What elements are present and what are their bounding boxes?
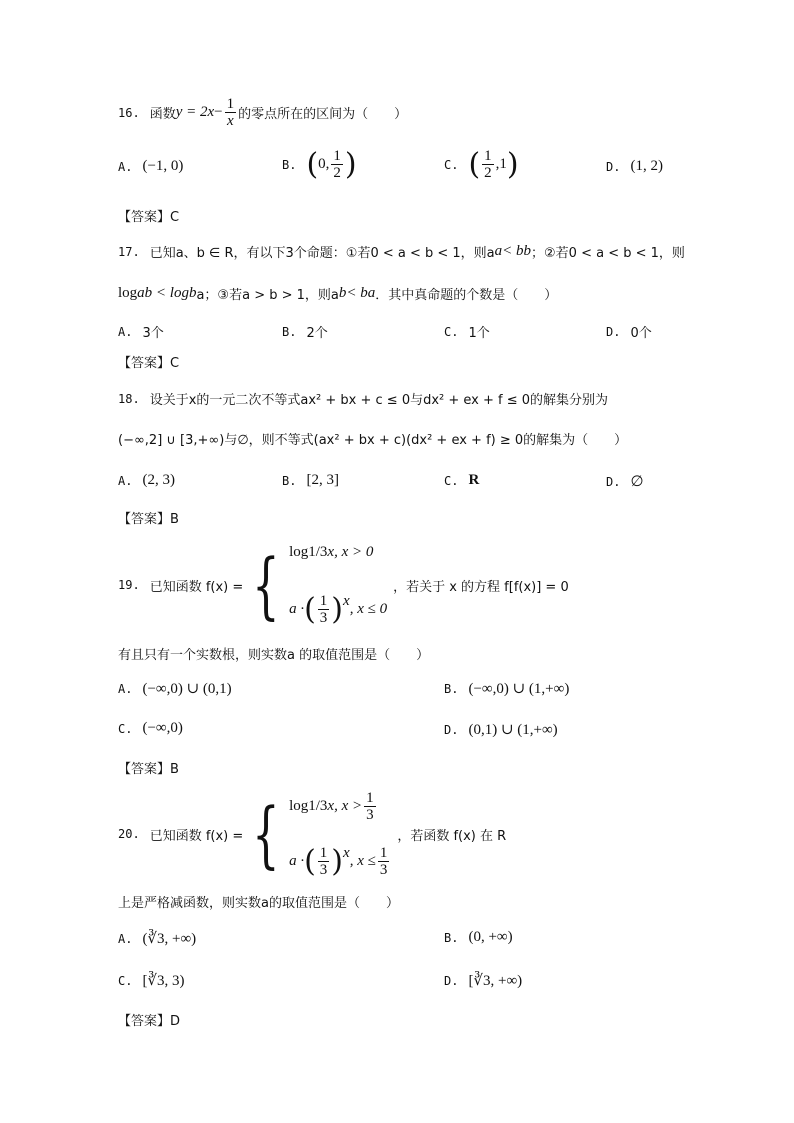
option-label: C. xyxy=(444,324,459,339)
q20-piece1-frac xyxy=(364,790,376,823)
q20-piece2-exp: x xyxy=(343,845,350,861)
q16-answer: 【答案】C xyxy=(118,210,180,225)
q19-line2: 有且只有一个实数根，则实数a 的取值范围是（ ） xyxy=(118,648,430,663)
frac-num: 1 xyxy=(319,593,328,609)
option-label: A. xyxy=(118,159,133,174)
q17-line2-c: a；③若a > b > 1，则a xyxy=(196,288,339,303)
q18-option-d xyxy=(606,472,644,491)
option-label: B. xyxy=(282,157,297,172)
q20-option-a xyxy=(118,929,196,948)
option-label: A. xyxy=(118,324,133,339)
q17-line1: 已知a、b ∈ R，有以下3个命题：①若0 < a < b < 1，则a xyxy=(149,246,495,261)
frac-den: 3 xyxy=(379,862,388,878)
q20-option-d xyxy=(444,971,522,990)
q18-answer: 【答案】B xyxy=(118,512,179,527)
q19-option-a xyxy=(118,679,232,698)
q19-prefix: 已知函数 f(x) = xyxy=(149,579,244,595)
option-label: C. xyxy=(444,473,459,488)
q17-option-c xyxy=(444,322,490,341)
q20-piece2-frac xyxy=(318,845,330,878)
frac-num: 1 xyxy=(484,148,492,164)
q19-number: 19. xyxy=(118,578,140,592)
paren-right: ) xyxy=(331,591,344,627)
q19-answer: 【答案】B xyxy=(118,762,179,777)
q20-prefix: 已知函数 f(x) = xyxy=(149,828,244,844)
q19-suffix: ，若关于 x 的方程 f[f(x)] = 0 xyxy=(393,579,569,595)
q19-option-b xyxy=(444,679,569,698)
q20-piece1-sub: 1/3 xyxy=(308,798,328,814)
q18-stem-line1 xyxy=(118,389,608,408)
q18-stem-line2 xyxy=(118,429,627,448)
q16-option-a xyxy=(118,158,183,175)
paren-left: ( xyxy=(304,843,316,879)
q19-piece2 xyxy=(289,593,387,626)
option-text: (∛3, +∞) xyxy=(142,931,197,947)
q17-line2-e: ．其中真命题的个数是（ ） xyxy=(375,288,558,303)
q18-option-b xyxy=(282,472,339,489)
q18-line1: 设关于x的一元二次不等式ax² + bx + c ≤ 0与dx² + ex + f ≤ 0的解集分别为 xyxy=(149,393,609,408)
option-label: A. xyxy=(118,931,133,946)
paren-left: ( xyxy=(468,146,481,182)
q17-line2-d: < b xyxy=(346,285,368,301)
q16-option-c xyxy=(444,148,519,181)
q20-piece2-frac2 xyxy=(378,845,390,878)
option-text: (−∞,0) ∪ (1,+∞) xyxy=(468,681,570,697)
q17-answer: 【答案】C xyxy=(118,356,180,371)
option-label: A. xyxy=(118,473,133,488)
option-label: C. xyxy=(444,157,459,172)
q17-line1-rest: ；②若0 < a < b < 1，则 xyxy=(531,246,685,261)
q20-stem-line2 xyxy=(118,892,399,911)
q20-piece1-log: log xyxy=(289,798,309,814)
q19-piece1-sub: 1/3 xyxy=(308,544,328,560)
q16-frac-num: 1 xyxy=(226,96,235,112)
q20-pieces xyxy=(289,790,391,878)
q19-piece2-rest: , x ≤ 0 xyxy=(349,601,388,617)
left-brace: { xyxy=(252,543,280,627)
q17-option-a xyxy=(118,322,164,341)
frac-den: 3 xyxy=(319,610,328,626)
q19-stem-line2 xyxy=(118,644,429,663)
q20-answer: 【答案】D xyxy=(118,1014,181,1029)
q17-stem-line2 xyxy=(118,284,557,303)
q20-piece2 xyxy=(289,845,391,878)
q19-piece2-frac xyxy=(318,593,330,626)
paren-left: ( xyxy=(306,146,319,182)
frac-num: 1 xyxy=(333,148,341,164)
option-label: D. xyxy=(606,324,621,339)
left-brace: { xyxy=(252,792,280,876)
option-label: D. xyxy=(606,474,621,489)
option-label: B. xyxy=(444,681,459,696)
paren-right: ) xyxy=(506,146,519,182)
option-text: (1, 2) xyxy=(630,158,663,174)
q18-line2: (−∞,2] ∪ [3,+∞)与∅，则不等式(ax² + bx + c)(dx² + ex + f) ≥ 0的解集为（ ） xyxy=(118,433,628,448)
q17-log1: log xyxy=(118,285,138,301)
q19-piece2-exp: x xyxy=(343,593,350,609)
option-text: ,1 xyxy=(495,156,507,172)
q17-stem-line1 xyxy=(118,242,685,261)
q16-option-b xyxy=(282,148,357,181)
q16-frac-den: x xyxy=(227,113,234,129)
q19-pieces xyxy=(289,544,387,626)
option-text: (0, +∞) xyxy=(468,929,513,945)
q17-sub1: a xyxy=(137,285,145,301)
option-frac xyxy=(331,148,343,181)
q16-stem xyxy=(118,96,407,129)
option-text: (−∞,0) xyxy=(142,720,183,736)
option-text: [2, 3] xyxy=(306,472,339,488)
frac-num: 1 xyxy=(379,845,388,861)
option-label: D. xyxy=(444,973,459,988)
q17-sup1: a xyxy=(494,243,503,259)
q20-stem xyxy=(118,788,506,880)
q19-piece2-pre: a · xyxy=(289,601,305,617)
frac-den: 3 xyxy=(319,862,328,878)
frac-num: 1 xyxy=(319,845,328,861)
option-label: C. xyxy=(118,973,133,988)
option-frac xyxy=(482,148,494,181)
q19-piece1-rest: x, x > 0 xyxy=(327,544,374,560)
q16-prefix: 函数 xyxy=(149,107,176,122)
option-label: B. xyxy=(444,930,459,945)
q20-piece2-rest: , x ≤ xyxy=(349,853,376,869)
q17-mid: < b xyxy=(502,243,524,259)
option-label: C. xyxy=(118,721,133,736)
option-text: R xyxy=(468,472,480,488)
option-label: B. xyxy=(282,473,297,488)
frac-den: 2 xyxy=(484,165,492,181)
q16-formula-frac xyxy=(225,96,237,129)
q17-sup2: b xyxy=(523,243,532,259)
option-label: A. xyxy=(118,681,133,696)
option-text: (−1, 0) xyxy=(142,158,184,174)
q17-option-d xyxy=(606,322,652,341)
q19-piece1-log: log xyxy=(289,544,309,560)
option-text: [∛3, 3) xyxy=(142,973,185,989)
q20-option-c xyxy=(118,971,185,990)
option-text: [∛3, +∞) xyxy=(468,973,523,989)
option-label: B. xyxy=(282,324,297,339)
q19-stem xyxy=(118,540,569,630)
q16-suffix: 的零点所在的区间为（ ） xyxy=(238,107,408,122)
option-label: D. xyxy=(444,722,459,737)
q20-option-b xyxy=(444,929,513,946)
paren-right: ) xyxy=(331,843,344,879)
option-text: (−∞,0) ∪ (0,1) xyxy=(142,681,232,697)
q20-piece2-pre: a · xyxy=(289,853,305,869)
q19-option-c xyxy=(118,720,183,737)
option-text: 2个 xyxy=(306,326,328,341)
frac-num: 1 xyxy=(366,790,374,806)
q19-piece1 xyxy=(289,544,387,561)
option-text: 0, xyxy=(318,156,330,172)
option-label: D. xyxy=(606,159,621,174)
q16-formula-exp: x xyxy=(207,104,215,120)
option-text: 1个 xyxy=(468,326,490,341)
q18-number: 18. xyxy=(118,391,140,406)
option-text: (0,1) ∪ (1,+∞) xyxy=(468,722,558,738)
q17-sup3: b xyxy=(338,285,347,301)
q17-sub2: b xyxy=(188,285,197,301)
option-text: (2, 3) xyxy=(142,472,175,488)
frac-den: 2 xyxy=(333,165,341,181)
q18-option-a xyxy=(118,472,175,489)
q17-option-b xyxy=(282,322,328,341)
q16-option-d xyxy=(606,158,663,175)
frac-den: 3 xyxy=(366,807,374,823)
q17-sup4: a xyxy=(367,285,376,301)
option-text: 3个 xyxy=(142,326,164,341)
q16-number: 16. xyxy=(118,105,140,120)
option-text: ∅ xyxy=(630,474,644,490)
q20-line2: 上是严格减函数，则实数a的取值范围是（ ） xyxy=(118,896,399,911)
q18-option-c xyxy=(444,472,479,489)
q20-suffix: ，若函数 f(x) 在 R xyxy=(397,828,507,844)
paren-right: ) xyxy=(344,146,357,182)
q17-log2: b < log xyxy=(144,285,189,301)
q20-number: 20. xyxy=(118,827,140,841)
option-text: 0个 xyxy=(630,326,652,341)
q16-formula-y: y = 2 xyxy=(175,104,208,120)
q20-piece1 xyxy=(289,790,391,823)
paren-left: ( xyxy=(304,591,316,627)
q16-formula-minus: − xyxy=(214,104,223,120)
q17-number: 17. xyxy=(118,244,140,259)
q19-option-d xyxy=(444,720,558,739)
q20-piece1-rest: x, x > xyxy=(327,798,363,814)
